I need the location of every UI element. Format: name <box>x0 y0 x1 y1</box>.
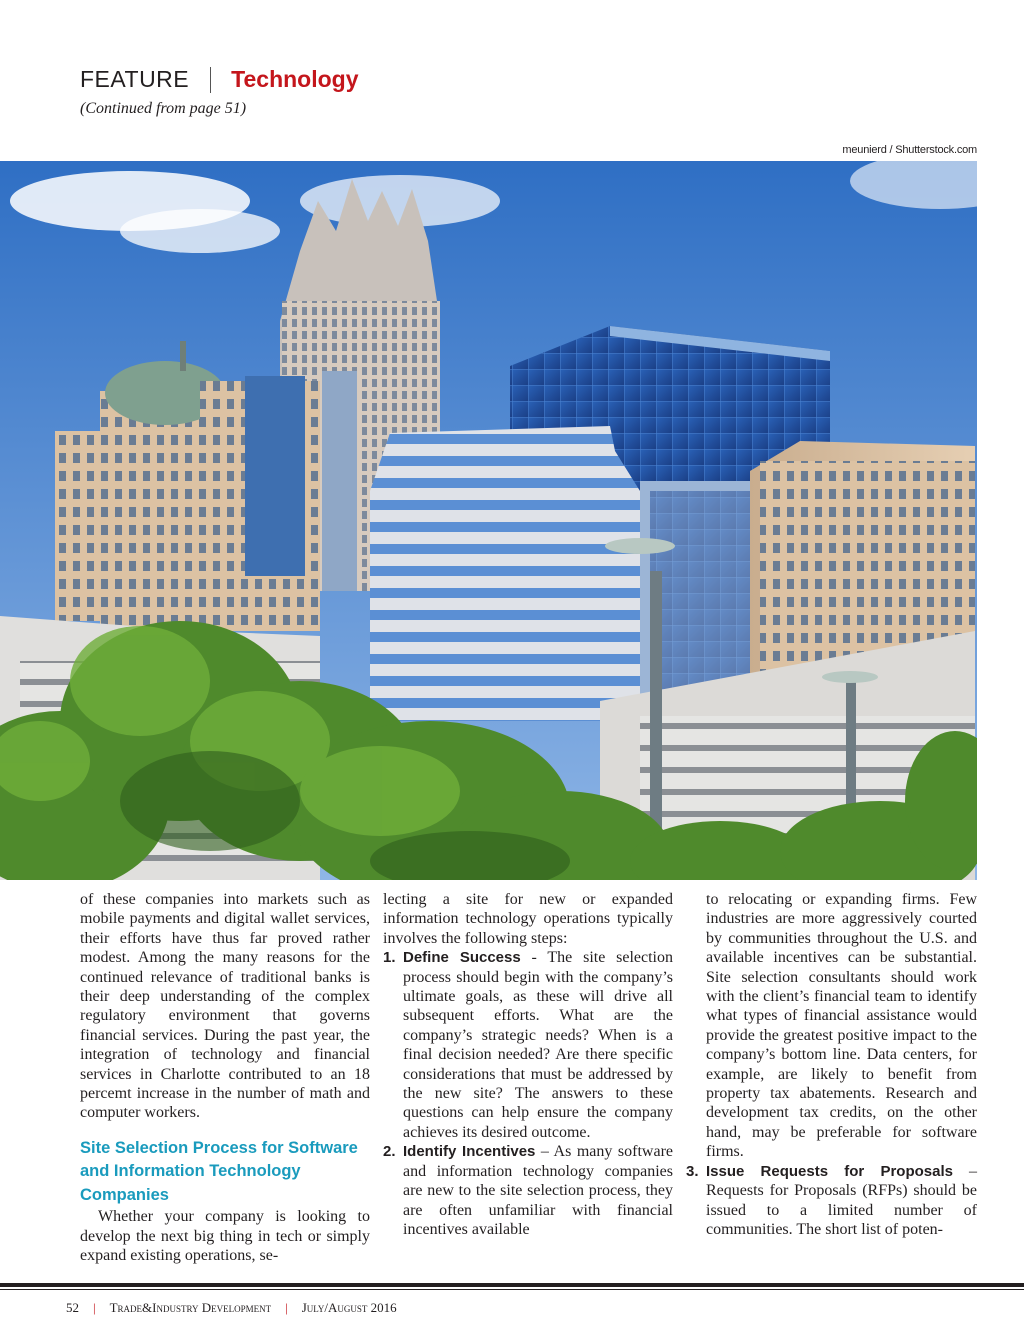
step-text: - The site selection process should begin with the company’s ultimate goals, as these will drive all subsequent efforts. What are the company’s strategic needs? When is a final decision needed? Are there specific considerations that must be addressed by the new site? The answers to these questions can help ensure the company achieves its desired outcome. <box>403 949 674 1141</box>
step-term: Identify Incentives <box>403 1143 536 1161</box>
body-paragraph: of these companies into markets such as mobile payments and digital wallet services, their efforts have thus far proved rather modest. Among the many reasons for the continued relevance of traditional banks is their deep understanding of the complex regulatory environment that governs financial services. During the past year, the integration of technology and financial services in Charlotte contributed to an 18 percemt increase in the number of math and computer workers. <box>80 891 370 1122</box>
section-title: Technology <box>231 66 359 92</box>
step-text: – Requests for Proposals (RFPs) should be issued to a limited number of communities. The short list of poten- <box>706 1162 978 1238</box>
body-paragraph: Whether your company is looking to develop the next big thing in tech or simply expand existing operations, se- <box>80 1208 370 1265</box>
step-number: 3. <box>686 1162 699 1180</box>
skyline-photo <box>0 161 977 880</box>
continued-note: (Continued from page 51) <box>80 100 247 117</box>
body-paragraph: lecting a site for new or expanded information technology operations typically involves the following steps: <box>383 891 673 947</box>
footer-rule <box>0 1283 1024 1287</box>
page-number: 52 <box>66 1300 79 1315</box>
header-divider <box>210 67 211 93</box>
publication-name: Trade&Industry Development <box>109 1300 272 1315</box>
text-column-1 <box>80 890 370 1266</box>
footer-separator: | <box>93 1300 96 1315</box>
page-footer <box>66 1300 397 1316</box>
footer-separator: | <box>285 1300 288 1315</box>
step-number: 1. <box>383 949 396 967</box>
page-header <box>80 66 359 93</box>
list-item <box>383 1142 673 1239</box>
photo-credit: meunierd / Shutterstock.com <box>842 144 977 156</box>
feature-kicker: FEATURE <box>80 66 190 92</box>
body-paragraph: to relocating or expanding firms. Few industries are more aggressively courted by communities throughout the U.S. and available incentives can be substantial. Site selection consultants should work with the client’s financial team to identify what types of financial assistance would provide the greatest positive impact to the company’s bottom line. Data centers, for example, are likely to benefit from property tax abatements. Research and development tax credits, on the other hand, may be preferable for software firms. <box>706 891 977 1161</box>
list-item <box>686 1162 977 1240</box>
text-column-2 <box>383 890 673 1239</box>
step-term: Define Success <box>403 949 521 967</box>
step-text: – As many software and information technology companies are new to the site selection process, they are often unfamiliar with financial incentives available <box>403 1143 673 1238</box>
step-number: 2. <box>383 1143 396 1161</box>
subhead-site-selection: Site Selection Process for Software and Information Technology Companies <box>80 1138 358 1204</box>
issue-date: July/August 2016 <box>301 1300 397 1315</box>
list-item <box>383 948 673 1142</box>
steps-list <box>383 948 673 1239</box>
text-column-3 <box>686 890 977 1239</box>
footer-rule-thin <box>0 1289 1024 1290</box>
step-term: Issue Requests for Proposals <box>706 1162 953 1180</box>
steps-list <box>686 1162 977 1240</box>
